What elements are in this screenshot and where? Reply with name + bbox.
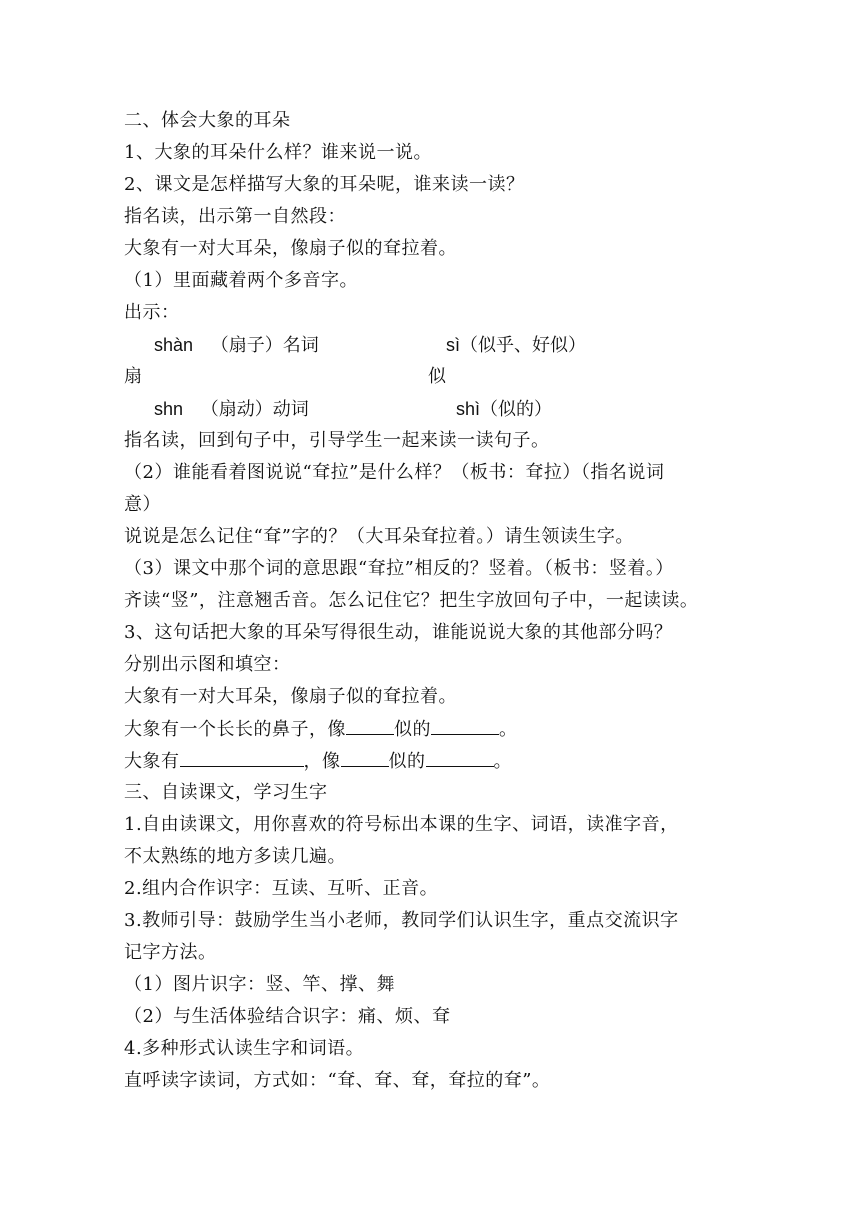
text-line: 说说是怎么记住“耷”字的？（大耳朵耷拉着。）请生领读生字。 — [124, 526, 634, 547]
text-line: 齐读“竖”，注意翘舌音。怎么记住它？把生字放回句子中，一起读读。 — [124, 590, 699, 611]
text-line: （3）课文中那个词的意思跟“耷拉”相反的？竖着。（板书：竖着。） — [124, 558, 674, 579]
blank-field — [180, 750, 304, 767]
fill-text: 大象有 — [124, 751, 180, 772]
fill-text: 。 — [499, 719, 518, 740]
text-line: 指名读，回到句子中，引导学生一起来读一读句子。 — [124, 430, 550, 451]
pinyin: shn — [154, 399, 184, 419]
text-line: 2、课文是怎样描写大象的耳朵呢，谁来读一读？ — [124, 174, 525, 195]
text-line: 3.教师引导：鼓励学生当小老师，教同学们认识生字，重点交流识字 — [124, 910, 679, 931]
pinyin-gloss: （似的） — [480, 399, 553, 420]
text-line: 意） — [124, 494, 161, 515]
fill-text: 大象有一个长长的鼻子，像 — [124, 719, 346, 740]
text-line: （1）里面藏着两个多音字。 — [124, 270, 358, 291]
polyphone-shi — [456, 398, 552, 421]
text-line: 1、大象的耳朵什么样？谁来说一说。 — [124, 142, 432, 163]
section-heading: 二、体会大象的耳朵 — [124, 110, 291, 131]
fill-text: 似的 — [388, 751, 426, 772]
pinyin-gloss: （扇子）名词 — [210, 335, 319, 356]
pinyin: sì — [446, 335, 461, 355]
polyphone-char-si: 似 — [428, 366, 446, 387]
fill-text: 。 — [493, 751, 512, 772]
text-line: （2）与生活体验结合识字：痛、烦、耷 — [124, 1006, 451, 1027]
text-line: 指名读，出示第一自然段： — [124, 206, 346, 227]
polyphone-shan-1 — [154, 334, 319, 357]
pinyin: shì — [456, 399, 481, 419]
polyphone-si-1 — [446, 334, 586, 357]
text-line: 出示： — [124, 302, 180, 323]
blank-field — [341, 750, 389, 767]
text-line: 记字方法。 — [124, 942, 217, 963]
blank-field — [346, 718, 394, 735]
text-line: 4.多种形式认读生字和词语。 — [124, 1038, 365, 1059]
text-line: 大象有一对大耳朵，像扇子似的耷拉着。 — [124, 686, 457, 707]
pinyin: shàn — [154, 335, 194, 355]
section-heading: 三、自读课文，学习生字 — [124, 782, 328, 803]
pinyin-gloss: （似乎、好似） — [460, 335, 587, 356]
text-line: 不太熟练的地方多读几遍。 — [124, 846, 346, 867]
fill-blank-line-1 — [124, 718, 518, 741]
polyphone-shan-2 — [154, 398, 309, 421]
fill-text: 似的 — [394, 719, 431, 740]
blank-field — [426, 750, 494, 767]
text-line: （1）图片识字：竖、竿、撑、舞 — [124, 974, 395, 995]
text-line: 3、这句话把大象的耳朵写得很生动，谁能说说大象的其他部分吗？ — [124, 622, 673, 643]
text-line: 分别出示图和填空： — [124, 654, 291, 675]
polyphone-char-shan: 扇 — [124, 366, 142, 387]
blank-field — [431, 718, 499, 735]
text-line: 直呼读字读词，方式如：“耷、耷、耷，耷拉的耷”。 — [124, 1070, 551, 1091]
text-line: 2.组内合作识字：互读、互听、正音。 — [124, 878, 439, 899]
fill-text: ，像 — [303, 751, 341, 772]
text-line: 大象有一对大耳朵，像扇子似的耷拉着。 — [124, 238, 457, 259]
text-line: （2）谁能看着图说说“耷拉”是什么样？（板书：耷拉）（指名说词 — [124, 462, 665, 483]
fill-blank-line-2 — [124, 750, 512, 773]
text-line: 1.自由读课文，用你喜欢的符号标出本课的生字、词语，读准字音， — [124, 814, 679, 835]
pinyin-gloss: （扇动）动词 — [200, 399, 309, 420]
